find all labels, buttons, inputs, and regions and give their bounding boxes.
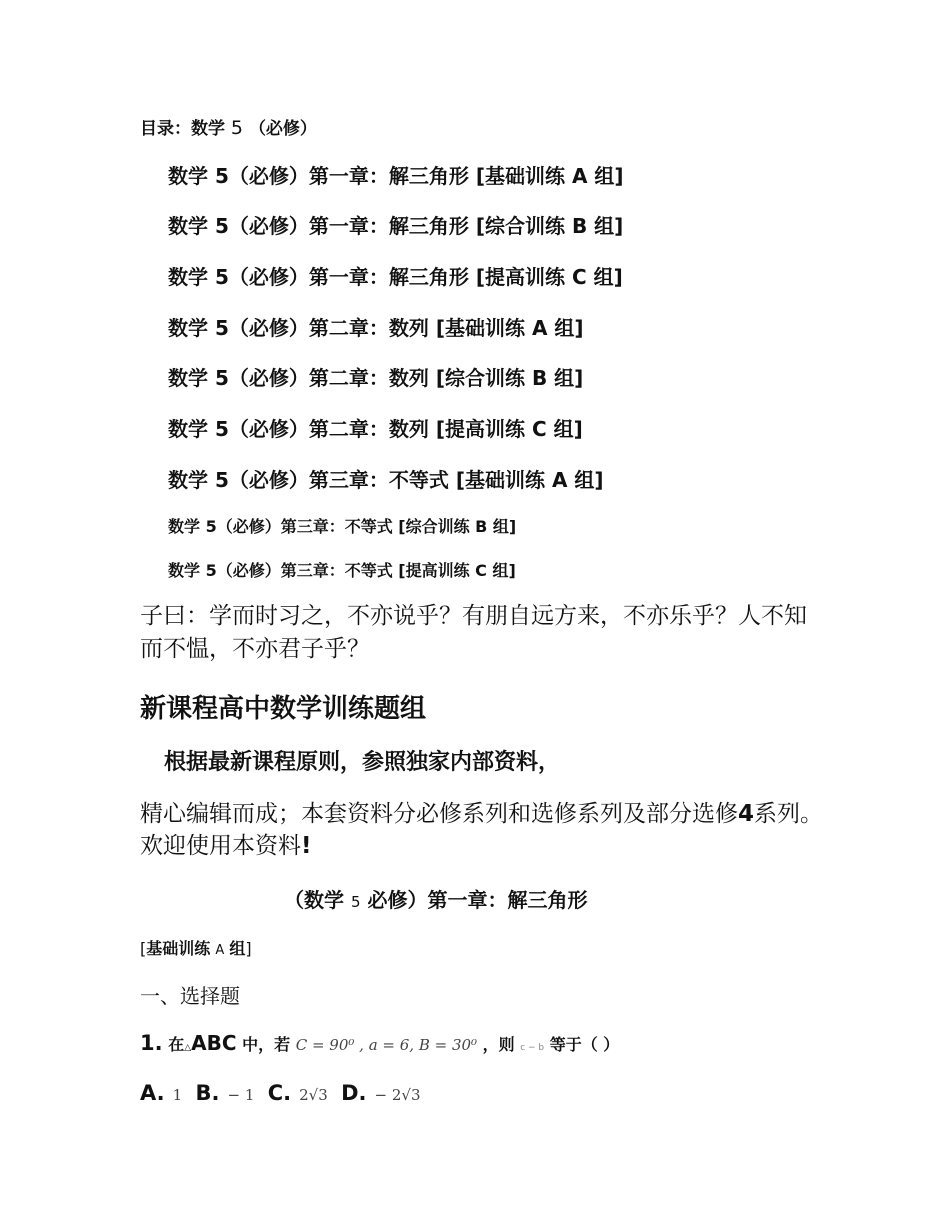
group-label: 基础训练 — [146, 939, 211, 958]
toc-item[interactable]: 数学 5（必修）第二章：数列 [提高训练 C 组] — [168, 417, 583, 441]
group-letter: A — [215, 943, 225, 958]
toc-item[interactable]: 数学 5（必修）第一章：解三角形 [提高训练 C 组] — [168, 265, 623, 289]
chapter-prefix: （数学 — [284, 888, 344, 912]
question-number: 1 — [140, 1031, 155, 1055]
training-group-label — [140, 936, 252, 959]
chapter-number: 5 — [350, 893, 361, 911]
toc-item[interactable]: 数学 5（必修）第一章：解三角形 [综合训练 B 组] — [168, 214, 624, 238]
toc-item[interactable]: 数学 5（必修）第一章：解三角形 [基础训练 A 组] — [168, 164, 624, 188]
toc-item[interactable]: 数学 5（必修）第三章：不等式 [基础训练 A 组] — [168, 468, 604, 492]
intro-number: 4 — [738, 801, 755, 827]
section-heading: 一、选择题 — [140, 984, 240, 1008]
question-faint-expression: c − b — [520, 1043, 545, 1053]
confucius-quote: 子曰：学而时习之，不亦说乎？有朋自远方来，不亦乐乎？人不知而不愠，不亦君子乎？ — [140, 603, 807, 662]
intro-text: 精心编辑而成；本套资料分必修系列和选修系列及部分选修 — [140, 801, 738, 827]
intro-text-2: 系列。欢迎使用本资料 — [140, 801, 824, 859]
triangle-icon: △ — [184, 1043, 192, 1053]
choice-value: 1 — [172, 1086, 183, 1104]
question-abc: ABC — [191, 1031, 237, 1055]
toc-title-suffix: （必修） — [248, 119, 317, 139]
question-tail: 等于（ ） — [549, 1035, 620, 1054]
choice-letter: A — [140, 1081, 157, 1105]
choice-a[interactable]: A. 1 — [140, 1081, 183, 1105]
choice-d[interactable]: D. − 2√3 — [341, 1081, 421, 1105]
question-1 — [140, 1031, 619, 1055]
choice-letter: C — [267, 1081, 284, 1105]
choice-c[interactable]: C. 2√3 — [267, 1081, 328, 1105]
question-in: 在 — [168, 1035, 185, 1054]
question-then: ，则 — [482, 1035, 515, 1054]
question-number-dot: . — [154, 1031, 163, 1055]
choice-value: 2√3 — [299, 1086, 328, 1104]
chapter-title — [284, 884, 587, 913]
choice-letter: B — [195, 1081, 212, 1105]
choice-value: − 2√3 — [374, 1086, 421, 1104]
chapter-suffix: 必修）第一章：解三角形 — [367, 888, 588, 912]
toc-title — [140, 114, 317, 139]
intro-exclamation: ! — [301, 833, 312, 859]
toc-title-number: 5 — [230, 117, 244, 139]
choice-letter: D — [341, 1081, 359, 1105]
question-condition: C = 90⁰ , a = 6, B = 30⁰ — [295, 1036, 478, 1054]
group-label-end: 组 — [229, 939, 246, 958]
toc-item[interactable]: 数学 5（必修）第三章：不等式 [综合训练 B 组] — [168, 517, 517, 536]
toc-item[interactable]: 数学 5（必修）第三章：不等式 [提高训练 C 组] — [168, 561, 516, 580]
toc-item[interactable]: 数学 5（必修）第二章：数列 [综合训练 B 组] — [168, 366, 584, 390]
choice-value: − 1 — [227, 1086, 255, 1104]
toc-item[interactable]: 数学 5（必修）第二章：数列 [基础训练 A 组] — [168, 316, 584, 340]
toc-title-prefix: 目录：数学 — [140, 119, 225, 139]
series-heading: 新课程高中数学训练题组 — [140, 694, 427, 724]
series-subheading: 根据最新课程原则，参照独家内部资料， — [164, 750, 561, 775]
question-mid: 中，若 — [242, 1035, 291, 1054]
group-open-bracket: [ — [140, 939, 147, 958]
answer-choices — [140, 1081, 426, 1105]
choice-b[interactable]: B. − 1 — [195, 1081, 255, 1105]
intro-paragraph — [140, 798, 830, 862]
group-close-bracket: ] — [245, 939, 252, 958]
